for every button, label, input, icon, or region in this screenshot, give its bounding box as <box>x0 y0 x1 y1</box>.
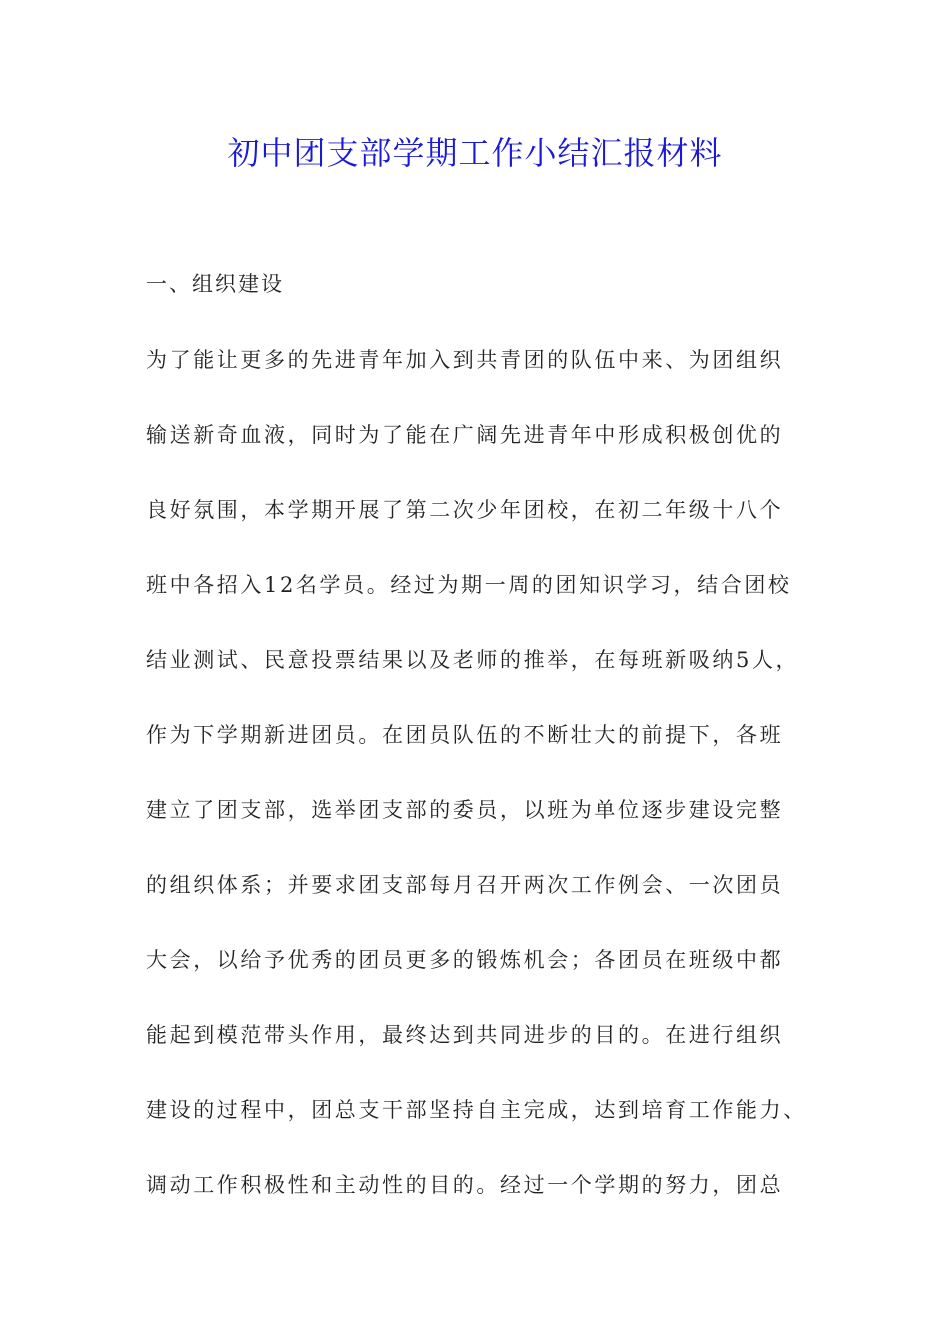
paragraph-line: 结业测试、民意投票结果以及老师的推举，在每班新吸纳5人， <box>146 648 800 672</box>
body-paragraph <box>146 342 826 1242</box>
paragraph-line: 良好氛围，本学期开展了第二次少年团校，在初二年级十八个 <box>146 498 784 522</box>
paragraph-line: 为了能让更多的先进青年加入到共青团的队伍中来、为团组织 <box>146 348 784 372</box>
paragraph-line: 班中各招入12名学员。经过为期一周的团知识学习，结合团校 <box>146 573 792 597</box>
section-heading: 一、组织建设 <box>146 272 284 296</box>
paragraph-line: 建设的过程中，团总支干部坚持自主完成，达到培育工作能力、 <box>146 1098 807 1122</box>
document-title: 初中团支部学期工作小结汇报材料 <box>227 134 723 172</box>
paragraph-line: 调动工作积极性和主动性的目的。经过一个学期的努力，团总 <box>146 1173 784 1197</box>
paragraph-line: 大会，以给予优秀的团员更多的锻炼机会；各团员在班级中都 <box>146 948 784 972</box>
paragraph-line: 的组织体系；并要求团支部每月召开两次工作例会、一次团员 <box>146 873 784 897</box>
paragraph-line: 输送新奇血液，同时为了能在广阔先进青年中形成积极创优的 <box>146 423 784 447</box>
paragraph-line: 能起到模范带头作用，最终达到共同进步的目的。在进行组织 <box>146 1023 784 1047</box>
paragraph-line: 作为下学期新进团员。在团员队伍的不断壮大的前提下，各班 <box>146 723 784 747</box>
paragraph-line: 建立了团支部，选举团支部的委员，以班为单位逐步建设完整 <box>146 798 784 822</box>
